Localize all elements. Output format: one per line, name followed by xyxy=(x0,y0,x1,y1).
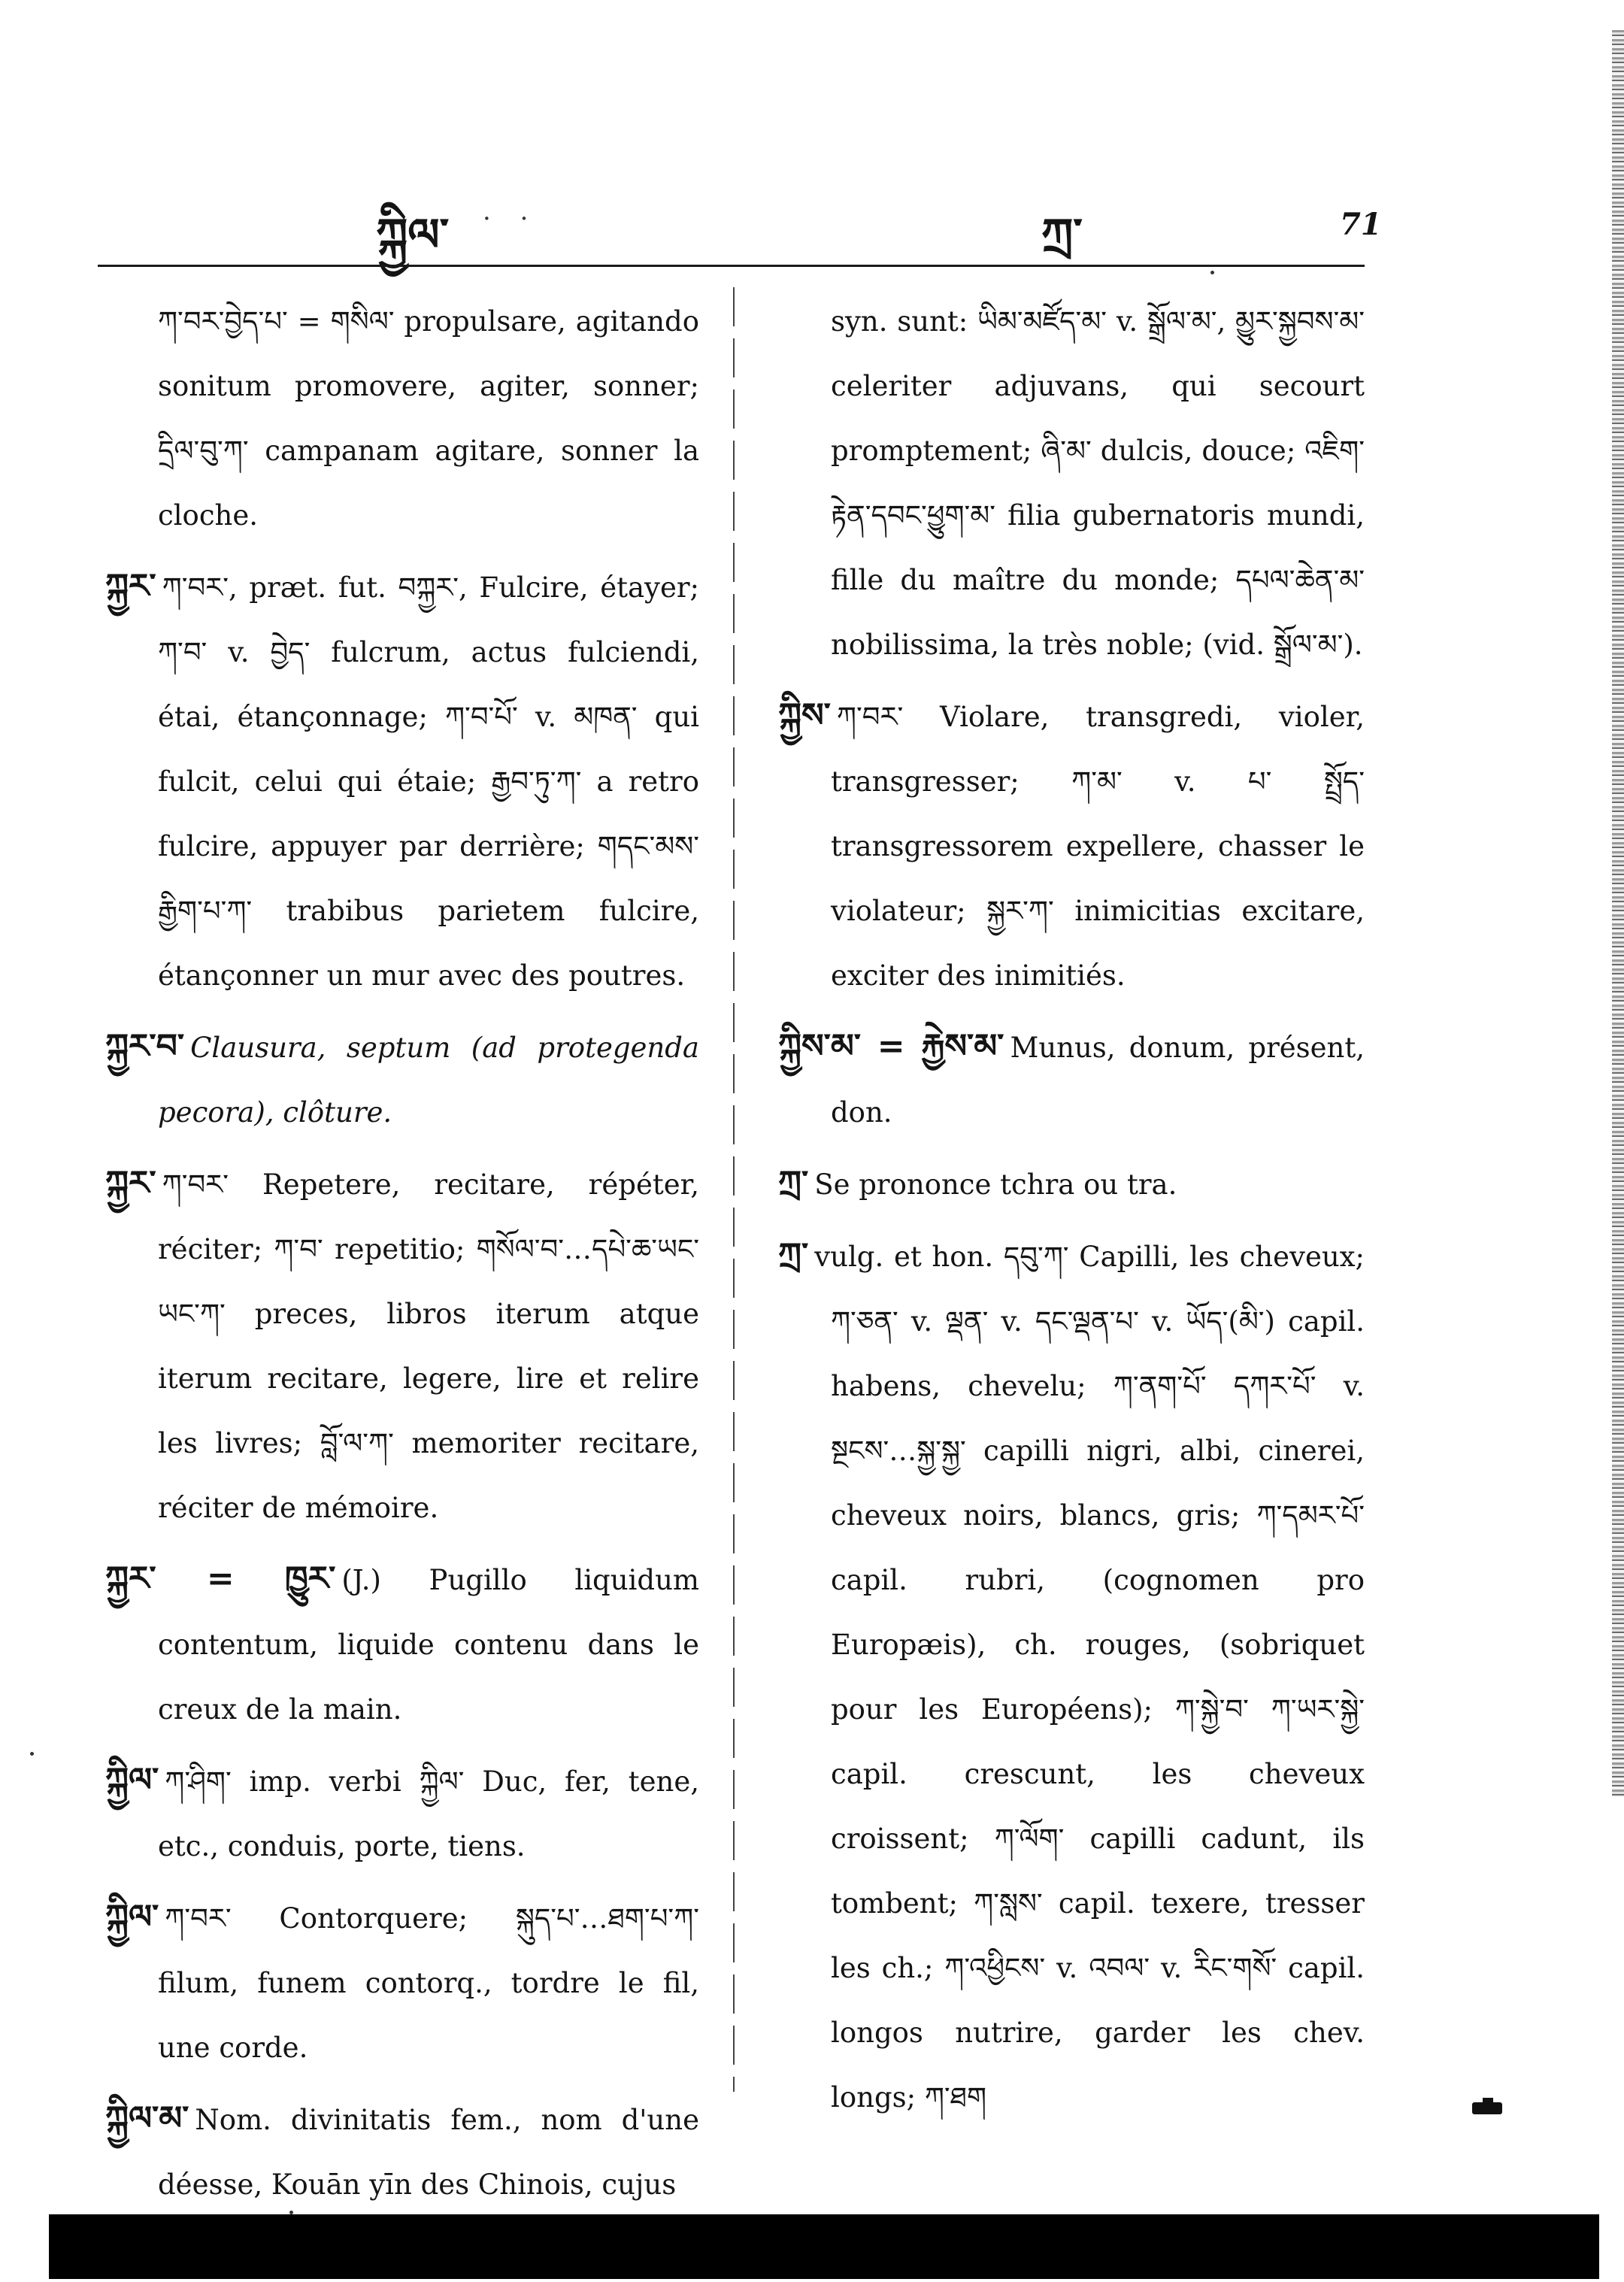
entry-text: vulg. et hon. དབུ་ཀ་ Capilli, les cheveux; ཀ་ཅན་ v. ལྡན་ v. དང་ལྡན་པ་ v. ཡོད་(མི་) capil. habens, chevelu; ཀ་ནག་པོ་ དཀར་པོ་ v. སྔངས་…སྐྱ་སྐྱ་ capilli nigri, albi, cinerei, cheveux noirs, blancs, gris; ཀ་དམར་པོ་ capil. rubri, (cognomen pro Europæis), ch. rouges, (sobriquet pour les Européens); ཀ་སྐྱེ་བ་ ཀ་ཡར་སྐྱེ་ capil. crescunt, les cheveux croissent; ཀ་ལོག་ capilli cadunt, ils tombent; ཀ་སླས་ capil. texere, tresser les ch.; ཀ་འཕྱིངས་ v. འབལ་ v. རིང་གསོ་ capil. longos nutrire, garder les chev. longs; ཀ་ཐག xyxy=(814,1241,1365,2114)
entry-headword: ཀྐྱར་ xyxy=(105,567,156,605)
print-speck xyxy=(1210,271,1214,274)
dictionary-entry xyxy=(105,1547,699,1742)
dictionary-entry xyxy=(105,1885,699,2080)
page-number: 71 xyxy=(1340,207,1382,242)
dictionary-entry xyxy=(105,289,699,548)
entry-headword: ཀྐྱིས་ xyxy=(778,696,831,735)
entry-text: ཀ་བར་ Contorquere; སྐུད་པ་…ཐག་པ་ཀ་ filum, funem contorq., tordre le fil, une corde. xyxy=(158,1902,699,2064)
dictionary-entry xyxy=(778,289,1365,677)
entry-text: Clausura, septum (ad protegenda pecora), clôture. xyxy=(158,1032,699,1129)
scan-bottom-bar xyxy=(49,2214,1599,2279)
entry-headword: ཀྐྱར་ xyxy=(105,1164,156,1202)
print-speck xyxy=(30,1752,34,1756)
right-running-headword: ཀྲ་ xyxy=(1041,209,1083,262)
entry-text: ཀ་བར་ Violare, transgredi, violer, transgresser; ཀ་མ་ v. པ་ སྤྲོད་ transgressorem expellere, chasser le violateur; སྐྱར་ཀ་ inimicitias excitare, exciter des inimitiés. xyxy=(831,701,1365,992)
dictionary-entry xyxy=(778,1014,1365,1145)
dictionary-entry xyxy=(105,1151,699,1541)
entry-text: ཀ་ཤིག་ imp. verbi ཀྐྱིལ་ Duc, fer, tene, etc., conduis, porte, tiens. xyxy=(158,1765,699,1862)
entry-headword: ཀྐྱིས་མ་ = རྐྱེས་མ་ xyxy=(778,1027,1004,1065)
dictionary-entry xyxy=(778,683,1365,1008)
header-dots: · · xyxy=(483,204,539,234)
entry-headword: ཀྐྱར་བ་ xyxy=(105,1027,185,1065)
dictionary-entry xyxy=(105,2087,699,2217)
entry-text: syn. sunt: ཡིམ་མཛོད་མ་ v. སྒྲོལ་མ་, མྱུར་སྐྱབས་མ་ celeriter adjuvans, qui secourt promptement; ཞི་མ་ dulcis, douce; འཇིག་རྟེན་དབང་ཕྱུག་མ་ filia gubernatoris mundi, fille du maître du monde; དཔལ་ཆེན་མ་ nobilissima, la très noble; (vid. སྒྲོལ་མ་). xyxy=(831,305,1365,661)
signature-mark xyxy=(1472,2098,1506,2120)
left-running-headword: ཀྐྱིལ་ xyxy=(376,209,450,262)
page-header xyxy=(0,184,1624,267)
entry-text: ཀ་བར་བྱེད་པ་ = གསིལ་ propulsare, agitando sonitum promovere, agiter, sonner; དྲིལ་བུ་ཀ་ campanam agitare, sonner la cloche. xyxy=(158,305,699,532)
right-column xyxy=(778,289,1365,2130)
entry-text: ཀ་བར་, præt. fut. བཀྐྱར་, Fulcire, étayer; ཀ་བ་ v. བྱེད་ fulcrum, actus fulciendi, étai, étançonnage; ཀ་བ་པོ་ v. མཁན་ qui fulcit, celui qui étaie; རྒྱབ་ཏུ་ཀ་ a retro fulcire, appuyer par derrière; གདང་མས་རྒྱིག་པ་ཀ་ trabibus parietem fulcire, étançonner un mur avec des poutres. xyxy=(158,571,699,992)
entry-text: ཀ་བར་ Repetere, recitare, répéter, réciter; ཀ་བ་ repetitio; གསོལ་བ་…དཔེ་ཆ་ཡང་ཡང་ཀ་ preces, libros iterum atque iterum recitare, legere, lire et relire les livres; བློ་ལ་ཀ་ memoriter recitare, réciter de mémoire. xyxy=(158,1168,699,1524)
entry-headword: ཀྐྱིལ་མ་ xyxy=(105,2099,189,2138)
edge-strip xyxy=(1612,30,1624,1797)
dictionary-entry xyxy=(105,554,699,1008)
dictionary-entry xyxy=(778,1223,1365,2130)
dictionary-entry xyxy=(778,1151,1365,1217)
entry-text: Nom. divinitatis fem., nom d'une déesse, Kouān yīn des Chinois, cujus xyxy=(158,2104,699,2201)
entry-text: Se prononce tchra ou tra. xyxy=(814,1168,1177,1201)
left-column xyxy=(105,289,699,2217)
dictionary-entry xyxy=(105,1748,699,1879)
entry-headword: ཀྲ་ xyxy=(778,1236,809,1274)
entry-text: (J.) Pugillo liquidum contentum, liquide contenu dans le creux de la main. xyxy=(158,1564,699,1726)
header-rule xyxy=(98,265,1365,267)
entry-headword: ཀྐྱིལ་ xyxy=(105,1761,159,1799)
entry-headword: ཀྲ་ xyxy=(778,1164,809,1202)
column-divider xyxy=(733,287,735,2092)
entry-headword: ཀྐྱར་ = ཁྱུར་ xyxy=(105,1559,336,1598)
entry-headword: ཀྐྱིལ་ xyxy=(105,1898,159,1936)
dictionary-entry xyxy=(105,1014,699,1145)
entry-text: Munus, donum, présent, don. xyxy=(831,1032,1365,1129)
